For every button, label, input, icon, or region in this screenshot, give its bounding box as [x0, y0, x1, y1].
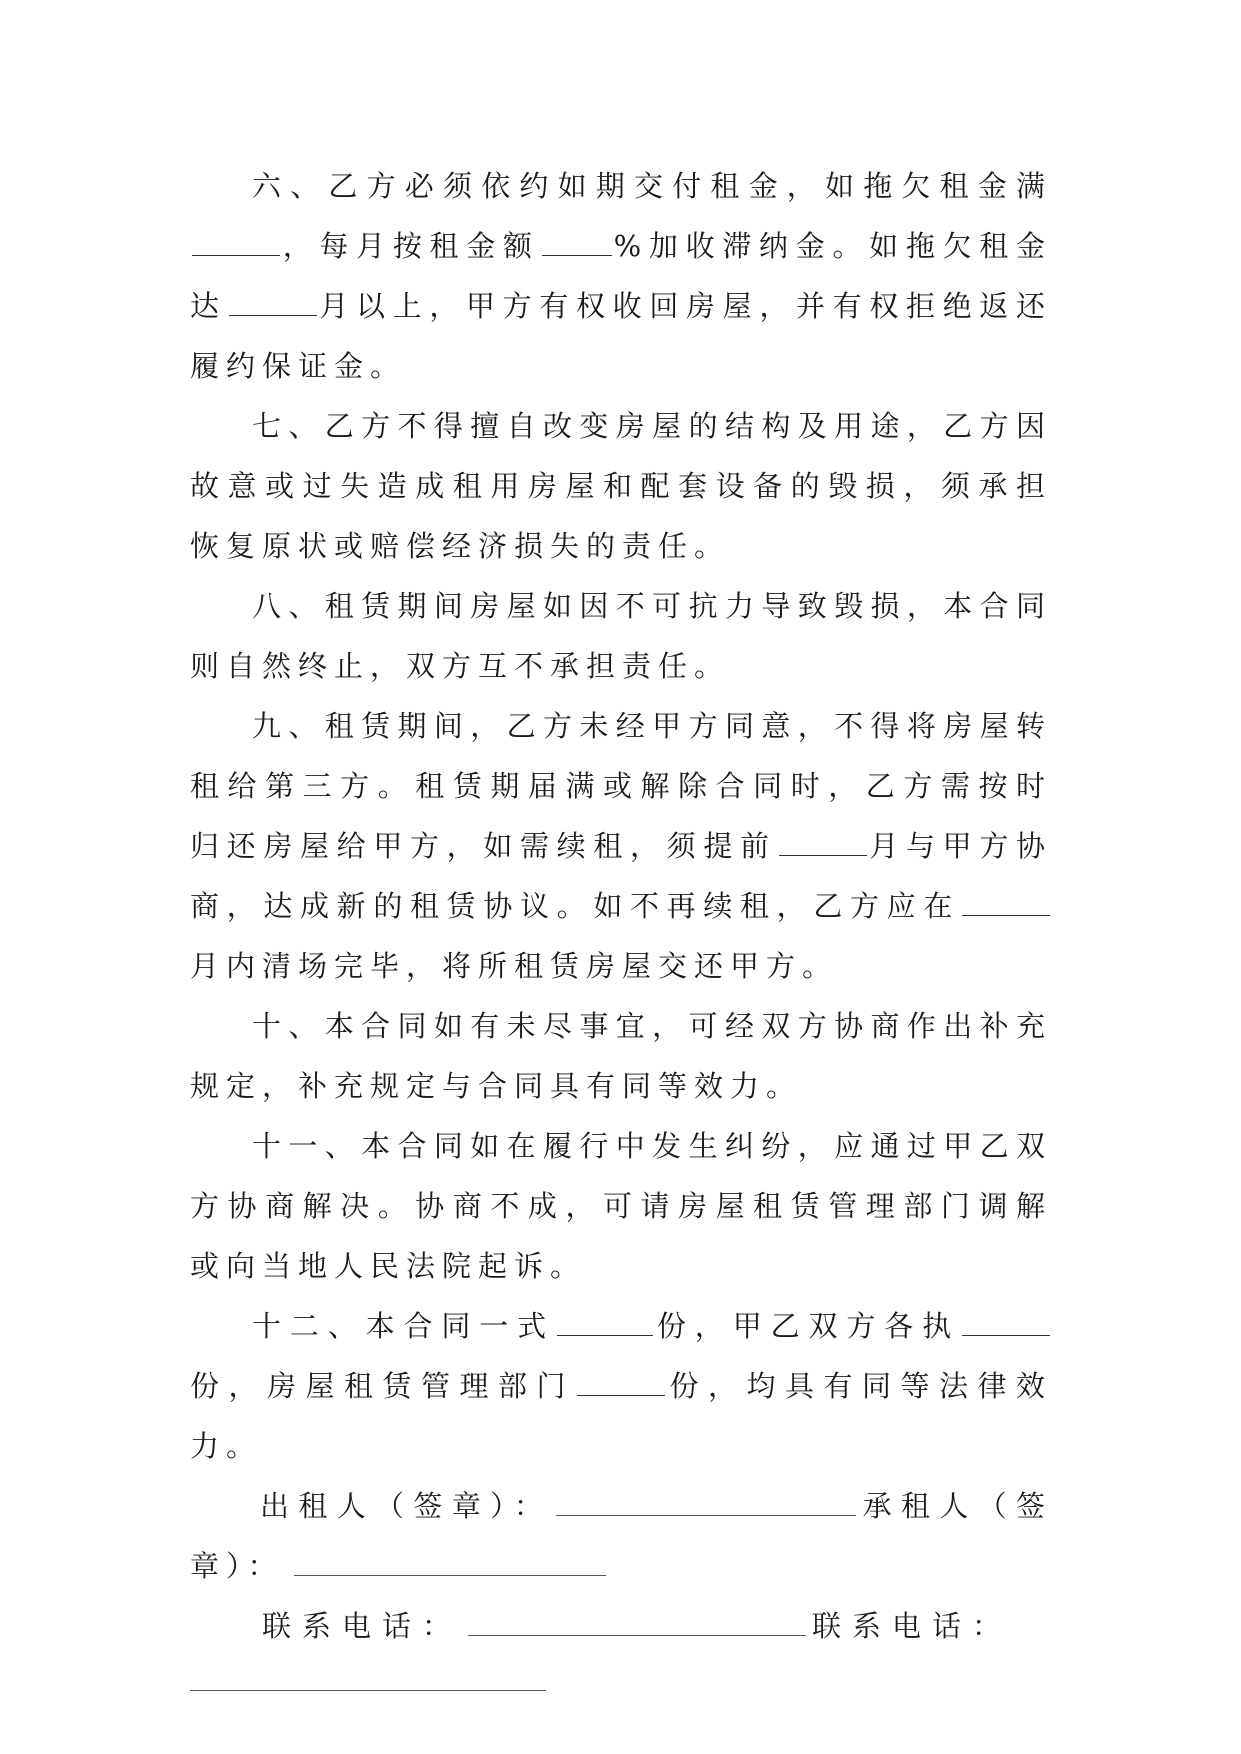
clause-6: [190, 156, 1052, 396]
clause-12-text-1: 十二、本合同一式: [252, 1309, 556, 1343]
clause-9-text-2: 月与甲方协商，达成新的租赁协议。如不再续租，乙方应在: [190, 829, 1052, 923]
clause-12: [190, 1296, 1052, 1476]
lessee-signature-field[interactable]: [294, 1545, 606, 1576]
clause-12-text-4: 份，均具有同等法律效力。: [190, 1369, 1052, 1463]
lessor-signature-label: 出租人（签章）：: [260, 1489, 553, 1523]
clause-9-text-3: 月内清场完毕，将所租赁房屋交还甲方。: [190, 949, 839, 983]
clause-12-text-3: 份，房屋租赁管理部门: [190, 1369, 575, 1403]
clause-6-text-2: ，每月按租金额: [282, 229, 540, 263]
clause-6-text-3: %加收滞纳金。如拖欠租金达: [190, 229, 1052, 323]
lessee-phone-field[interactable]: [190, 1660, 546, 1691]
lessor-signature-field[interactable]: [556, 1485, 856, 1516]
clause-8: 八、租赁期间房屋如因不可抗力导致毁损，本合同则自然终止，双方互不承担责任。: [190, 589, 1052, 683]
lessor-phone-label: 联系电话：: [262, 1609, 463, 1643]
overdue-months-blank[interactable]: [229, 285, 317, 316]
clause-11: 十一、本合同如在履行中发生纠纷，应通过甲乙双方协商解决。协商不成，可请房屋租赁管理部门调解或向当地人民法院起诉。: [190, 1129, 1052, 1283]
late-fee-percent-blank[interactable]: [542, 225, 612, 256]
clause-6-text-1: 六、乙方必须依约如期交付租金，如拖欠租金满: [252, 169, 1052, 203]
contact-row: [190, 1596, 1052, 1656]
clause-7: 七、乙方不得擅自改变房屋的结构及用途，乙方因故意或过失造成租用房屋和配套设备的毁损，须承担恢复原状或赔偿经济损失的责任。: [190, 409, 1052, 563]
renewal-notice-months-blank[interactable]: [779, 825, 867, 856]
contract-body: [190, 156, 1052, 1691]
overdue-period-blank[interactable]: [192, 225, 280, 256]
each-party-copies-blank[interactable]: [962, 1305, 1050, 1336]
total-copies-blank[interactable]: [557, 1305, 653, 1336]
vacate-months-blank[interactable]: [962, 885, 1050, 916]
clause-9: [190, 696, 1052, 996]
clause-12-text-2: 份，甲乙双方各执: [655, 1309, 960, 1343]
clause-6-text-4: 月以上，甲方有权收回房屋，并有权拒绝返还履约保证金。: [190, 289, 1052, 383]
clause-9-text-1: 九、租赁期间，乙方未经甲方同意，不得将房屋转租给第三方。租赁期届满或解除合同时，乙方需按时归还房屋给甲方，如需续租，须提前: [190, 709, 1052, 863]
lessee-signature-label: 承租人（签章）：: [190, 1489, 1052, 1583]
signature-row: [190, 1476, 1052, 1596]
lessor-phone-field[interactable]: [468, 1605, 806, 1636]
dept-copies-blank[interactable]: [577, 1365, 665, 1396]
lessee-phone-label: 联系电话：: [812, 1609, 1013, 1643]
clause-10: 十、本合同如有未尽事宜，可经双方协商作出补充规定，补充规定与合同具有同等效力。: [190, 1009, 1052, 1103]
